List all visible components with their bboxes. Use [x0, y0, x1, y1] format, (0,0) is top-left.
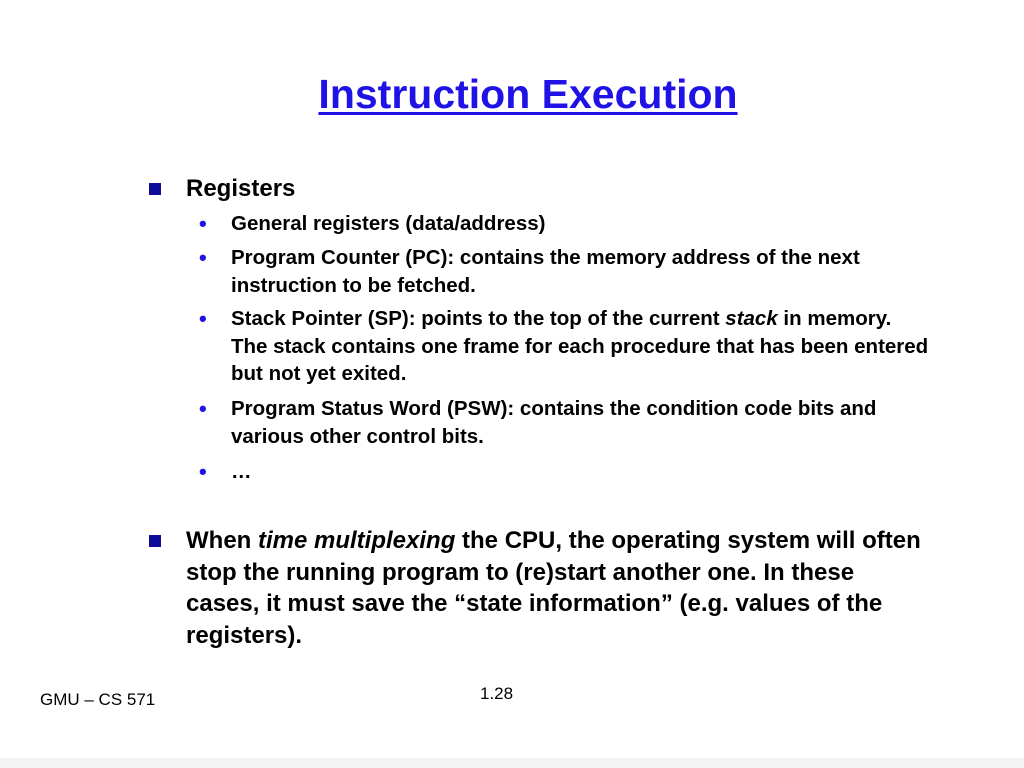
footer-page-number: 1.28 — [480, 684, 514, 703]
bullet-registers — [186, 173, 926, 205]
sub-bullet-text: Program Counter (PC): contains the memory address of the next instruction to be fetched. — [231, 246, 860, 297]
bullet-text: Registers — [186, 175, 296, 202]
slide-title — [0, 68, 1024, 120]
bullet-time-multiplexing — [186, 525, 926, 651]
square-bullet-icon — [149, 535, 161, 547]
sub-bullet-ellipsis — [199, 458, 931, 486]
slide-title-text: Instruction Execution — [318, 71, 738, 117]
sub-bullet-text: … — [231, 460, 252, 483]
dot-bullet-icon: • — [199, 396, 207, 421]
sub-bullet-psw — [199, 395, 931, 450]
dot-bullet-icon: • — [199, 459, 207, 484]
bullet-text-end: the CPU, the operating system will often stop the running program to (re)start another one. In these cases, it must save the “state information” (e.g. values of the registers). — [186, 527, 921, 649]
sub-bullet-stack-pointer — [199, 305, 931, 388]
sub-bullet-text-end: in memory. The stack contains one frame for each procedure that has been entered but not yet exited. — [231, 307, 929, 385]
bullet-text-start: When — [186, 527, 258, 554]
sub-bullet-text: Program Status Word (PSW): contains the condition code bits and various other control bits. — [231, 397, 877, 448]
sub-bullet-text: General registers (data/address) — [231, 212, 546, 235]
sub-bullet-text-start: Stack Pointer (SP): points to the top of the current — [231, 307, 726, 330]
dot-bullet-icon: • — [199, 245, 207, 270]
bullet-italic-term: time multiplexing — [258, 527, 456, 554]
bottom-divider — [0, 758, 1024, 768]
dot-bullet-icon: • — [199, 211, 207, 236]
footer-course: GMU – CS 571 — [40, 690, 156, 709]
sub-bullet-program-counter — [199, 244, 931, 299]
dot-bullet-icon: • — [199, 306, 207, 331]
square-bullet-icon — [149, 183, 161, 195]
sub-bullet-general-registers — [199, 210, 931, 238]
sub-bullet-italic-term: stack — [725, 307, 778, 330]
